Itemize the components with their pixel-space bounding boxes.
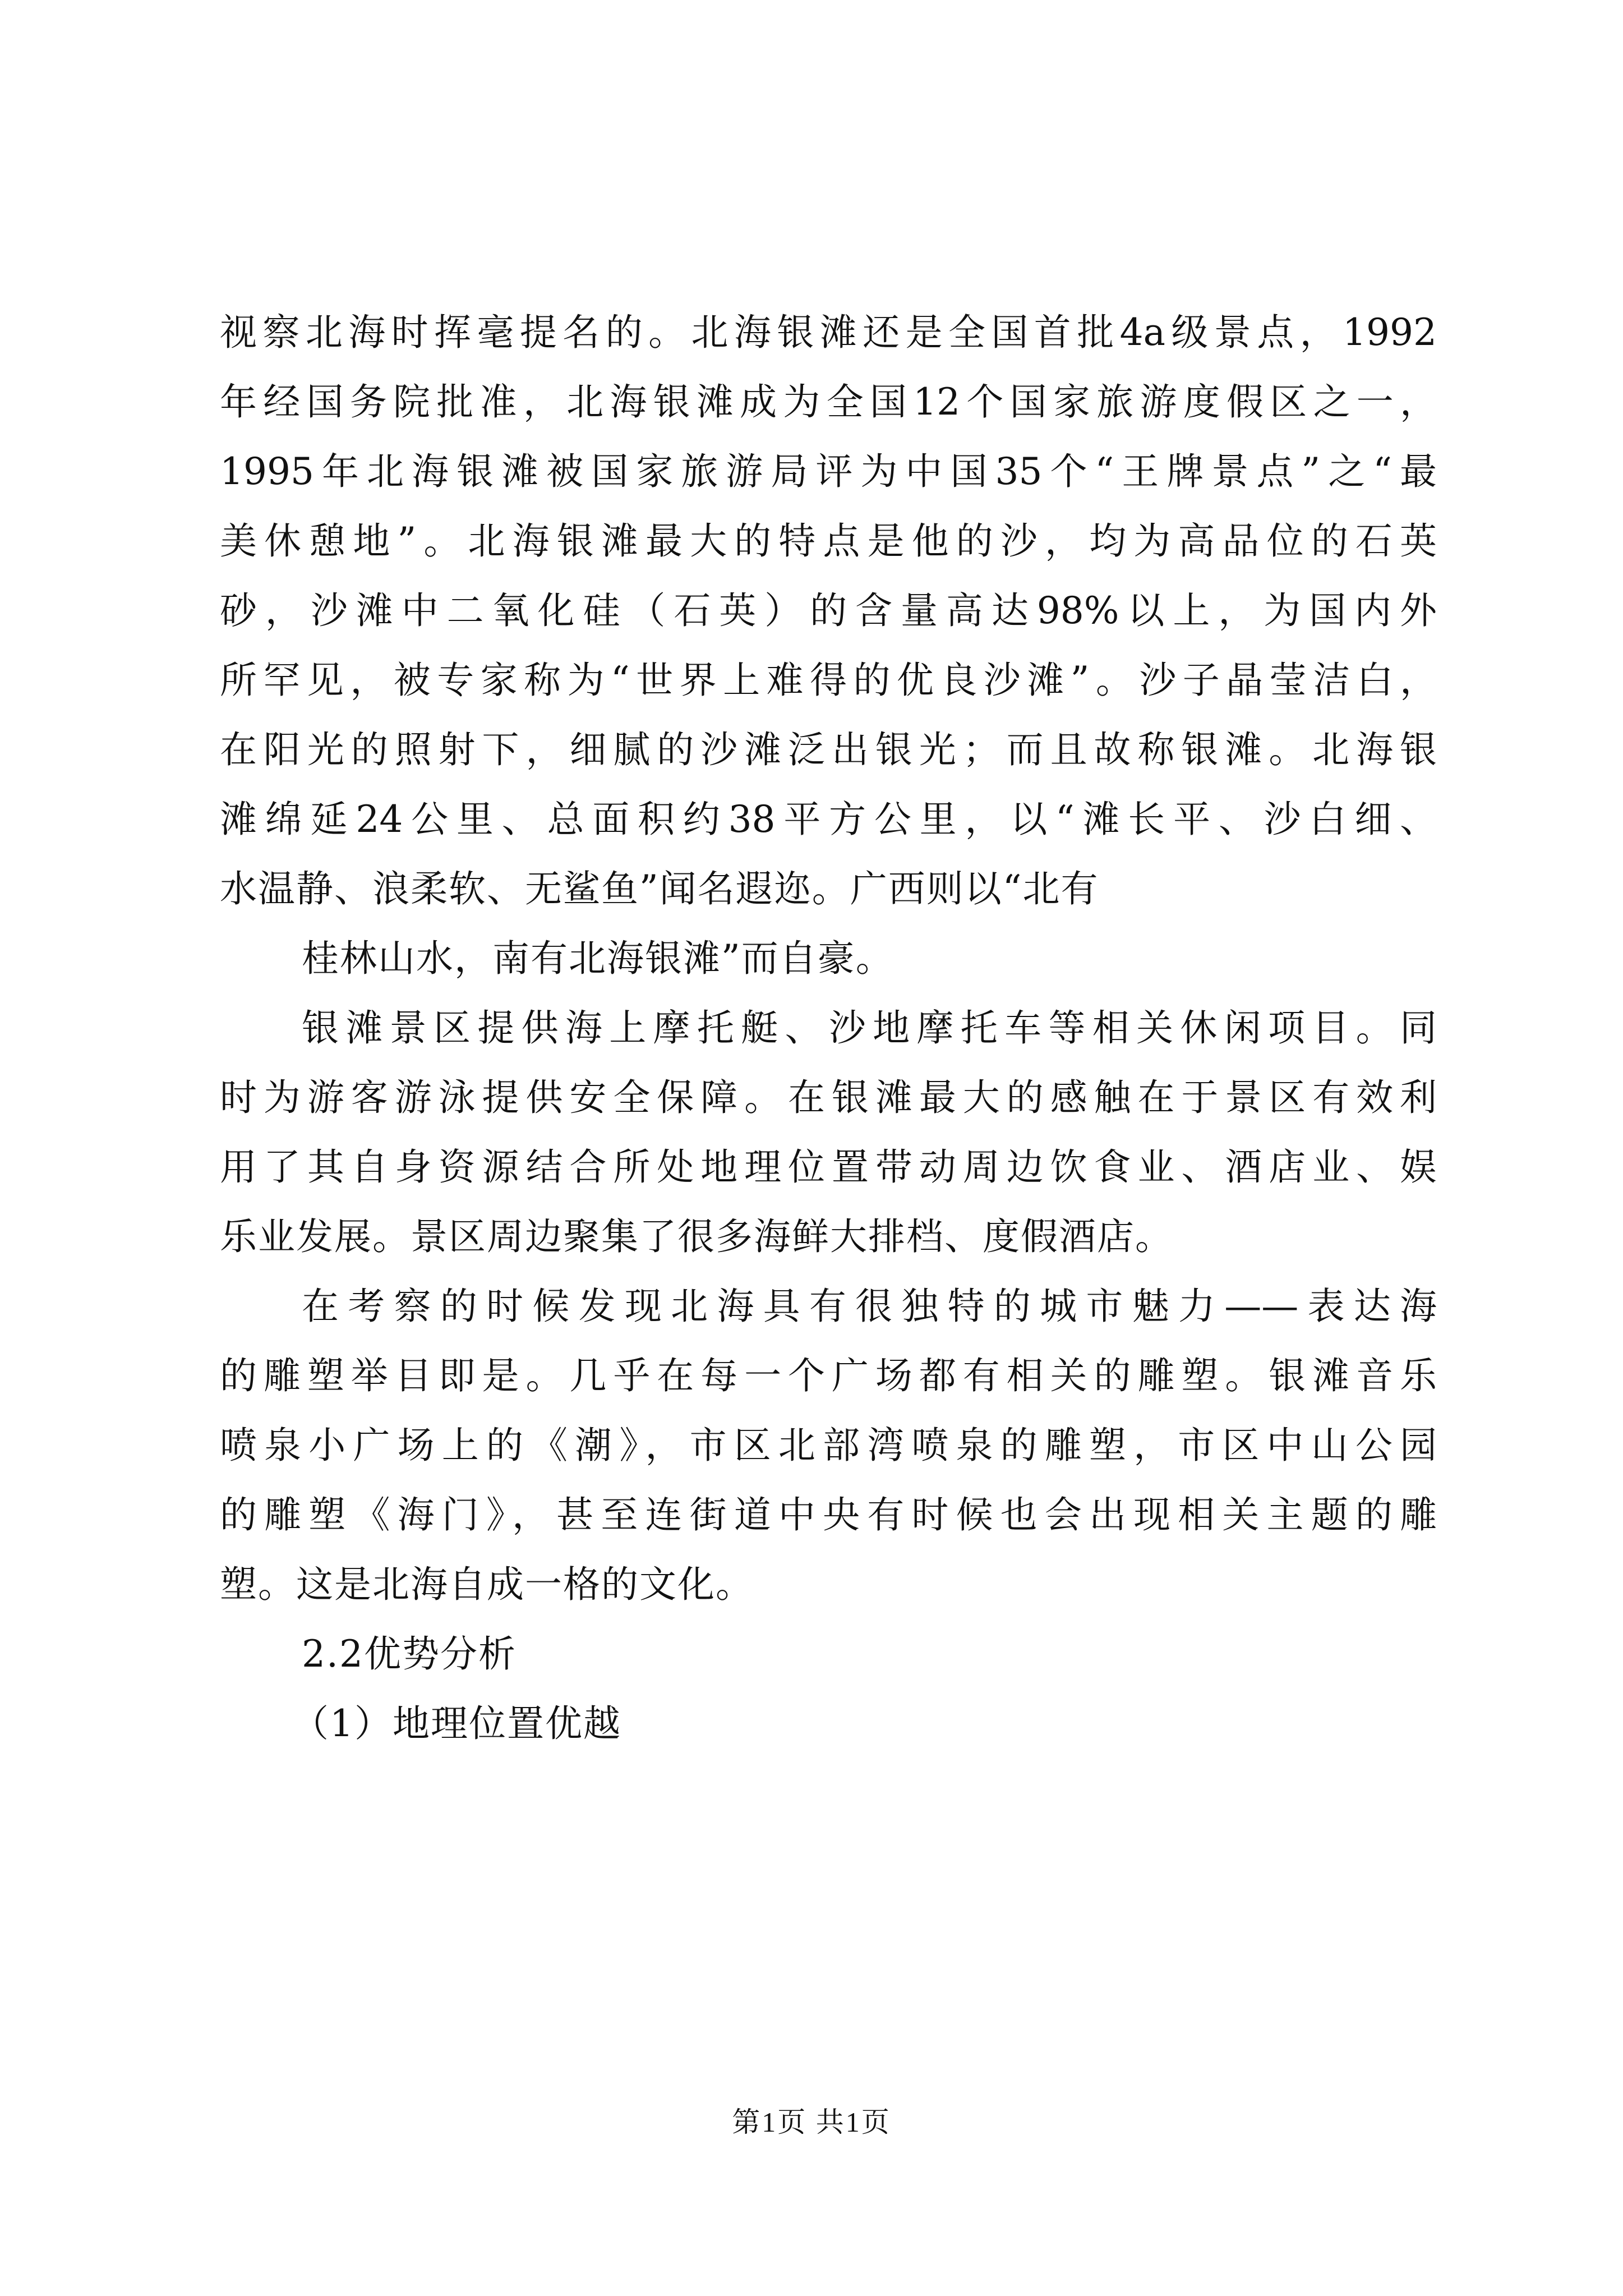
- section-heading: 2.2优势分析: [302, 1632, 517, 1676]
- text-line: 美休憩地”。北海银滩最大的特点是他的沙，均为高品位的石英: [220, 519, 1437, 563]
- text-line: 乐业发展。景区周边聚集了很多海鲜大排档、度假酒店。: [220, 1215, 1173, 1258]
- text-line: 视察北海时挥毫提名的。北海银滩还是全国首批4a级景点，1992: [220, 311, 1437, 354]
- page-footer: 第1页 共1页: [732, 2106, 891, 2138]
- text-line: 喷泉小广场上的《潮》，市区北部湾喷泉的雕塑，市区中山公园: [220, 1424, 1437, 1467]
- text-line: 所罕见，被专家称为“世界上难得的优良沙滩”。沙子晶莹洁白，: [220, 659, 1437, 702]
- text-line: 用了其自身资源结合所处地理位置带动周边饮食业、酒店业、娱: [220, 1145, 1437, 1189]
- text-line: 的雕塑举目即是。几乎在每一个广场都有相关的雕塑。银滩音乐: [220, 1354, 1437, 1397]
- text-line: 砂，沙滩中二氧化硅（石英）的含量高达98%以上，为国内外: [220, 589, 1437, 632]
- text-line: 年经国务院批准，北海银滩成为全国12个国家旅游度假区之一，: [220, 380, 1437, 424]
- subsection-heading: （1）地理位置优越: [292, 1702, 621, 1745]
- text-line: 在阳光的照射下，细腻的沙滩泛出银光；而且故称银滩。北海银: [220, 728, 1437, 771]
- paragraph-first-line: 在考察的时候发现北海具有很独特的城市魅力——表达海: [302, 1285, 1437, 1328]
- text-line: 桂林山水，南有北海银滩”而自豪。: [302, 937, 894, 980]
- text-line: 的雕塑《海门》，甚至连街道中央有时候也会出现相关主题的雕: [220, 1493, 1437, 1536]
- text-line: 水温静、浪柔软、无鲨鱼”闻名遐迩。广西则以“北有: [220, 867, 1099, 910]
- text-line: 塑。这是北海自成一格的文化。: [220, 1563, 754, 1606]
- text-line: 1995年北海银滩被国家旅游局评为中国35个“王牌景点”之“最: [220, 450, 1437, 493]
- text-line: 时为游客游泳提供安全保障。在银滩最大的感触在于景区有效利: [220, 1076, 1437, 1119]
- paragraph-first-line: 银滩景区提供海上摩托艇、沙地摩托车等相关休闲项目。同: [302, 1006, 1437, 1050]
- text-line: 滩绵延24公里、总面积约38平方公里，以“滩长平、沙白细、: [220, 798, 1437, 841]
